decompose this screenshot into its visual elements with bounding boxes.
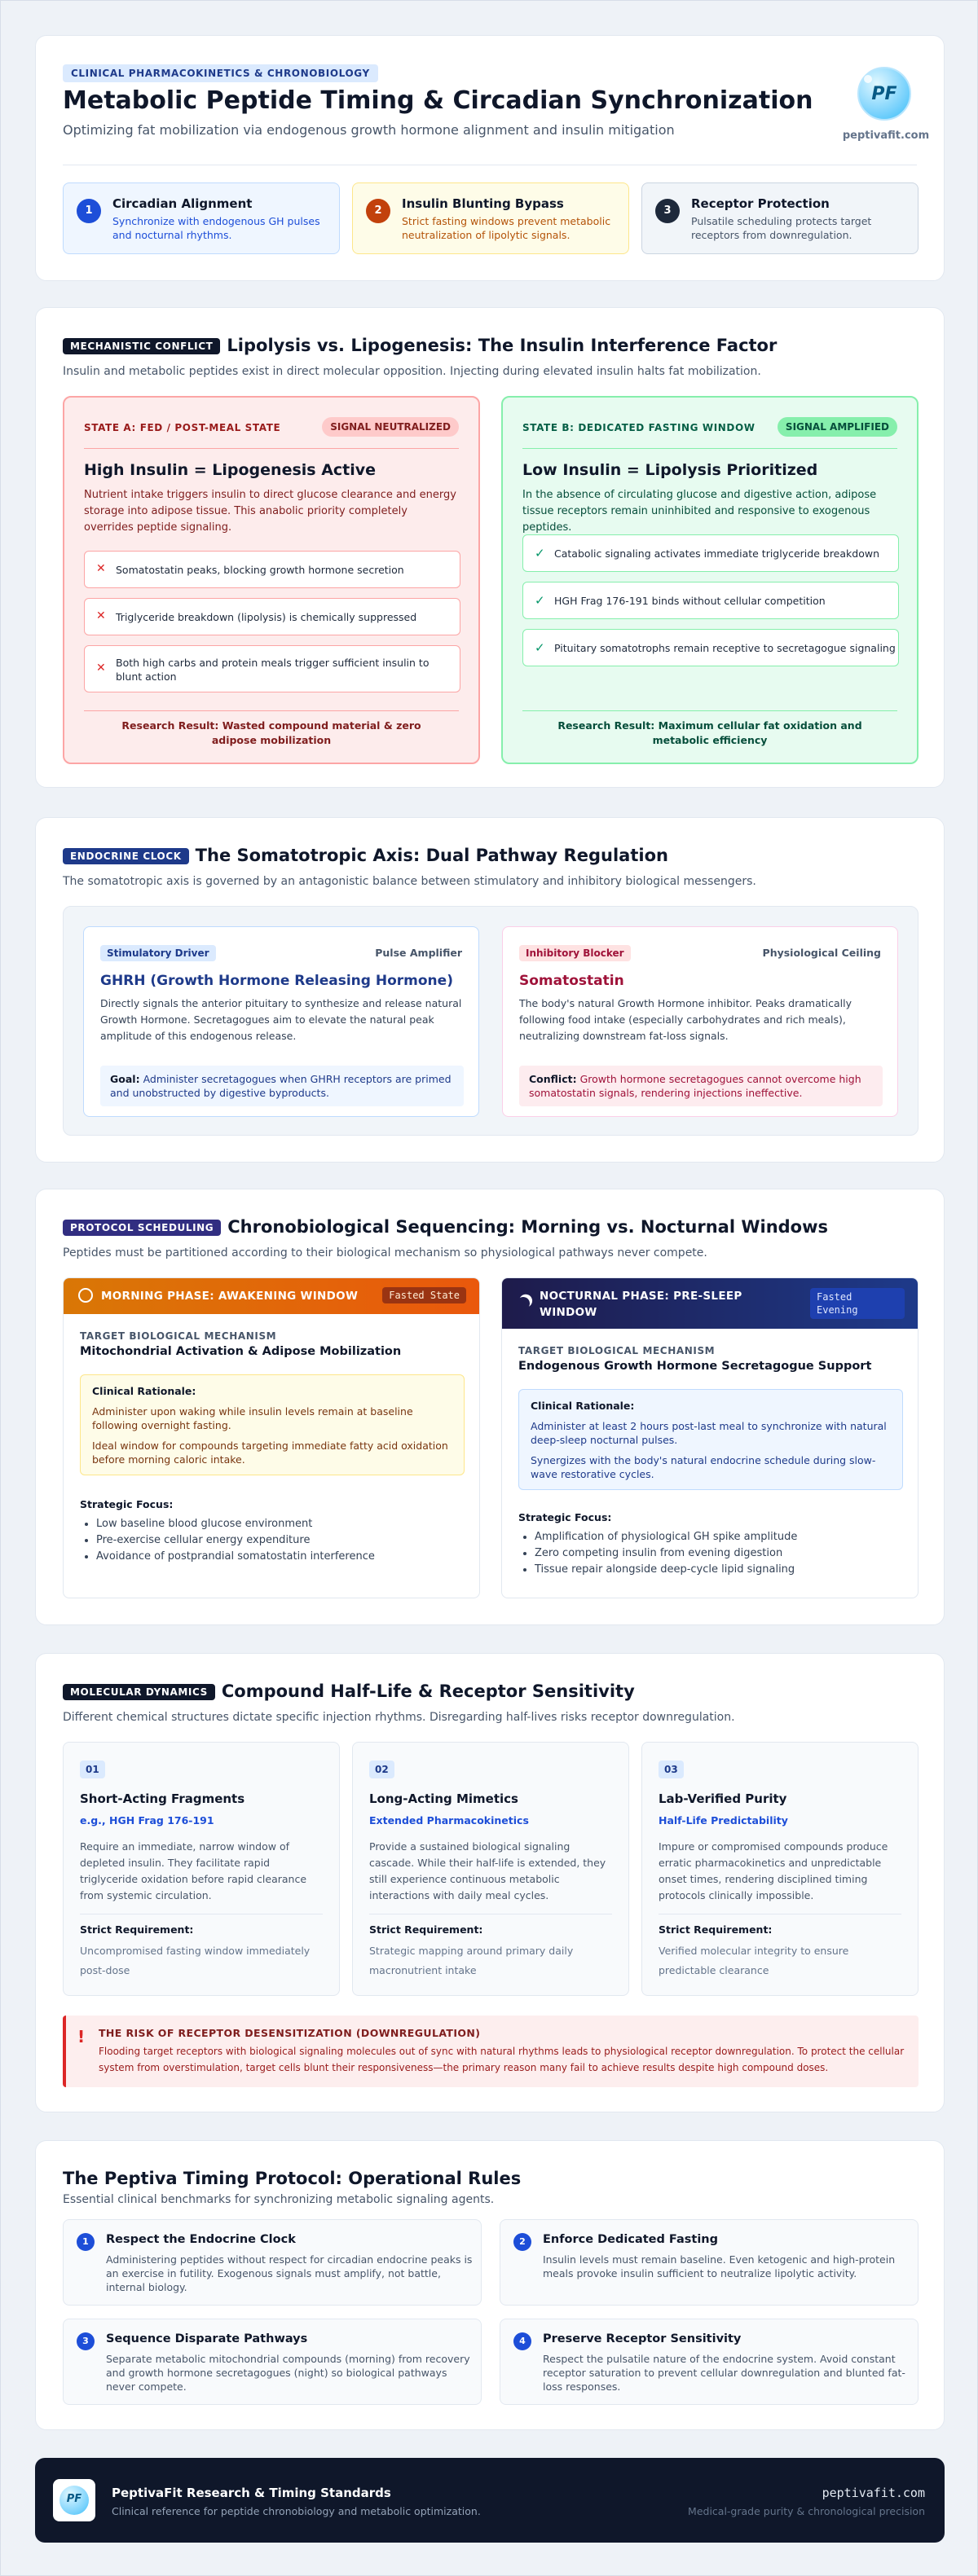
rule-card xyxy=(500,2319,919,2405)
footer-domain[interactable]: peptivafit.com xyxy=(822,2486,925,2500)
conflict-section xyxy=(35,307,945,788)
rationale-box xyxy=(80,1374,465,1475)
state-heading: High Insulin = Lipogenesis Active xyxy=(84,461,377,479)
cross-icon: ✕ xyxy=(96,609,106,622)
rule-title: Sequence Disparate Pathways xyxy=(106,2332,308,2345)
section-badge: MOLECULAR DYNAMICS xyxy=(63,1684,215,1700)
pillar-number: 2 xyxy=(366,199,390,223)
focus-label: Strategic Focus: xyxy=(518,1511,612,1523)
focus-list xyxy=(520,1529,895,1578)
focus-item: • Tissue repair alongside deep-cycle lipid signaling xyxy=(535,1562,895,1578)
rationale-line: Ideal window for compounds targeting immediate fatty acid oxidation before morning caloric intake. xyxy=(92,1440,448,1466)
rule-desc: Administering peptides without respect for circadian endocrine peaks is an exercise in futility. Exogenous signals must amplify, not battle, internal biology. xyxy=(106,2253,473,2293)
list-item xyxy=(522,582,899,619)
pillar-desc: Pulsatile scheduling protects target receptors from downregulation. xyxy=(691,215,872,241)
pathway-note xyxy=(519,1066,883,1106)
mechanism-label: TARGET BIOLOGICAL MECHANISM xyxy=(80,1330,277,1342)
card-number: 03 xyxy=(659,1761,684,1778)
state-desc: In the absence of circulating glucose and digestive action, adipose tissue receptors remain uninhibited and responsive to exogenous peptides. xyxy=(522,489,877,534)
rule-card xyxy=(63,2319,482,2405)
requirement-text: Uncompromised fasting window immediately post-dose xyxy=(80,1945,311,1976)
section-title xyxy=(63,1217,828,1237)
pillar-card xyxy=(352,182,629,254)
card-title: Long-Acting Mimetics xyxy=(369,1791,518,1806)
rule-title: Preserve Receptor Sensitivity xyxy=(543,2332,742,2345)
section-badge: MECHANISTIC CONFLICT xyxy=(63,338,220,354)
list-item-text: Both high carbs and protein meals trigger sufficient insulin to blunt action xyxy=(116,657,430,683)
pathway-tag: Inhibitory Blocker xyxy=(519,945,631,961)
alert-icon: ! xyxy=(77,2027,86,2046)
rationale-line: Synergizes with the body's natural endocrine schedule during slow-wave restorative cycles. xyxy=(531,1454,876,1480)
rationale-line: Administer upon waking while insulin levels remain at baseline following overnight fasting. xyxy=(92,1405,413,1431)
rationale-box xyxy=(518,1389,903,1490)
requirement-label: Strict Requirement: xyxy=(369,1923,483,1936)
state-a-panel xyxy=(63,396,480,764)
pillar-number: 3 xyxy=(655,199,680,223)
list-item-text: HGH Frag 176-191 binds without cellular competition xyxy=(554,595,826,607)
list-item-text: Pituitary somatotrophs remain receptive to secretagogue signaling xyxy=(554,642,896,654)
state-label: STATE A: FED / POST-MEAL STATE xyxy=(84,422,281,433)
pillar-card xyxy=(641,182,919,254)
inhibitory-panel xyxy=(502,926,898,1117)
logo-icon xyxy=(864,75,872,83)
rule-desc: Respect the pulsatile nature of the endocrine system. Avoid constant receptor saturation to prevent cellular downregulation and blunted fat-loss responses. xyxy=(543,2353,905,2393)
pillar-title: Receptor Protection xyxy=(691,196,830,211)
list-item xyxy=(84,598,460,635)
cross-icon: ✕ xyxy=(96,662,106,675)
pillar-number: 1 xyxy=(77,199,101,223)
focus-item: • Avoidance of postprandial somatostatin interference xyxy=(96,1549,456,1565)
warning-banner xyxy=(63,2016,919,2087)
morning-phase-panel xyxy=(63,1277,480,1598)
pathway-meta: Pulse Amplifier xyxy=(375,947,462,959)
rule-card xyxy=(500,2219,919,2306)
compound-card xyxy=(352,1742,629,1996)
protocol-section xyxy=(35,1189,945,1625)
rule-desc: Separate metabolic mitochondrial compounds (morning) from recovery and growth hormone secretagogues (night) so biological pathways never compete. xyxy=(106,2353,470,2393)
list-item xyxy=(84,551,460,588)
warning-text: Flooding target receptors with biological signaling molecules out of sync with natural rhythms leads to physiological receptor downregulation. To protect the cellular system from overstimulation, target cells blunt their responsiveness—the primary reason many fail to achieve results despite high compound doses. xyxy=(99,2046,905,2073)
axis-container xyxy=(63,906,919,1136)
list-item xyxy=(522,629,899,666)
card-tag: e.g., HGH Frag 176-191 xyxy=(80,1814,214,1826)
logo-text: PF xyxy=(871,84,897,104)
section-subtitle: The somatotropic axis is governed by an antagonistic balance between stimulatory and inhibitory biological messengers. xyxy=(63,875,756,888)
stimulatory-panel xyxy=(83,926,479,1117)
rationale-label: Clinical Rationale: xyxy=(531,1400,635,1412)
focus-item: • Zero competing insulin from evening digestion xyxy=(535,1545,895,1562)
phase-state: Fasted Evening xyxy=(810,1288,905,1319)
card-number: 02 xyxy=(369,1761,394,1778)
compound-card xyxy=(63,1742,340,1996)
divider xyxy=(84,710,459,711)
state-b-panel xyxy=(501,396,919,764)
pillar-desc: Synchronize with endogenous GH pulses and nocturnal rhythms. xyxy=(112,215,320,241)
card-tag: Extended Pharmacokinetics xyxy=(369,1814,529,1826)
footer xyxy=(35,2458,945,2543)
brand-domain[interactable]: peptivafit.com xyxy=(842,130,930,142)
logo-text: PF xyxy=(66,2493,82,2505)
state-label: STATE B: DEDICATED FASTING WINDOW xyxy=(522,422,756,433)
pathway-note xyxy=(100,1066,464,1106)
section-heading: Chronobiological Sequencing: Morning vs. Nocturnal Windows xyxy=(227,1217,829,1237)
footer-subtitle: Clinical reference for peptide chronobiology and metabolic optimization. xyxy=(112,2505,481,2517)
divider xyxy=(522,710,897,711)
card-desc: Require an immediate, narrow window of depleted insulin. They facilitate rapid triglyceride oxidation before rapid clearance from systemic circulation. xyxy=(80,1840,307,1901)
card-tag: Half-Life Predictability xyxy=(659,1814,788,1826)
mechanism-title: Mitochondrial Activation & Adipose Mobilization xyxy=(80,1345,402,1358)
sun-icon xyxy=(78,1288,93,1303)
footer-logo[interactable] xyxy=(53,2479,95,2521)
rules-subtitle: Essential clinical benchmarks for synchronizing metabolic signaling agents. xyxy=(63,2193,495,2206)
note-label: Conflict: xyxy=(529,1073,577,1085)
check-icon: ✓ xyxy=(535,546,545,560)
rules-section xyxy=(35,2140,945,2430)
pathway-desc: Directly signals the anterior pituitary to synthesize and release natural Growth Hormone. Secretagogues aim to elevate the natural peak amplitude of this endogenous release. xyxy=(100,997,462,1042)
check-icon: ✓ xyxy=(535,593,545,608)
brand-logo[interactable] xyxy=(857,67,911,121)
pillar-card xyxy=(63,182,340,254)
focus-item: • Low baseline blood glucose environment xyxy=(96,1516,456,1532)
section-title xyxy=(63,336,777,355)
rule-title: Enforce Dedicated Fasting xyxy=(543,2233,718,2246)
rule-number: 1 xyxy=(77,2233,95,2251)
signal-pill: SIGNAL AMPLIFIED xyxy=(778,417,897,437)
divider xyxy=(84,448,459,449)
list-item-text: Triglyceride breakdown (lipolysis) is chemically suppressed xyxy=(116,611,417,623)
pathway-desc: The body's natural Growth Hormone inhibitor. Peaks dramatically following food intake (especially carbohydrates and rich meals), neutralizing downstream fat-loss signals. xyxy=(519,997,852,1042)
pathway-heading: GHRH (Growth Hormone Releasing Hormone) xyxy=(100,973,453,989)
result-text: Research Result: Maximum cellular fat oxidation and metabolic efficiency xyxy=(557,719,862,746)
phase-header xyxy=(502,1278,919,1329)
rule-desc: Insulin levels must remain baseline. Even ketogenic and high-protein meals provoke insulin sufficient to neutralize lipolytic activity. xyxy=(543,2253,896,2279)
rule-number: 4 xyxy=(513,2332,531,2350)
focus-list xyxy=(82,1516,456,1565)
rule-title: Respect the Endocrine Clock xyxy=(106,2233,296,2246)
page-title: Metabolic Peptide Timing & Circadian Synchronization xyxy=(63,86,813,115)
endocrine-section xyxy=(35,817,945,1163)
footer-title: PeptivaFit Research & Timing Standards xyxy=(112,2486,391,2500)
card-desc: Impure or compromised compounds produce erratic pharmacokinetics and unpredictable onset times, rendering disciplined timing protocols clinically impossible. xyxy=(659,1840,888,1901)
pathway-meta: Physiological Ceiling xyxy=(762,947,881,959)
phase-title: MORNING PHASE: AWAKENING WINDOW xyxy=(101,1290,359,1303)
header-card xyxy=(35,35,945,281)
section-badge: PROTOCOL SCHEDULING xyxy=(63,1220,221,1236)
compound-card xyxy=(641,1742,919,1996)
section-subtitle: Insulin and metabolic peptides exist in direct molecular opposition. Injecting during elevated insulin halts fat mobilization. xyxy=(63,365,761,378)
card-number: 01 xyxy=(80,1761,105,1778)
pillar-title: Insulin Blunting Bypass xyxy=(402,196,564,211)
section-heading: Compound Half-Life & Receptor Sensitivity xyxy=(221,1681,635,1701)
list-item xyxy=(84,645,460,692)
rationale-line: Administer at least 2 hours post-last meal to synchronize with natural deep-sleep nocturnal pulses. xyxy=(531,1420,887,1446)
page-subtitle: Optimizing fat mobilization via endogenous growth hormone alignment and insulin mitigation xyxy=(63,122,675,138)
pathway-heading: Somatostatin xyxy=(519,973,624,989)
moon-icon xyxy=(515,1295,532,1312)
card-title: Short-Acting Fragments xyxy=(80,1791,245,1806)
rules-title: The Peptiva Timing Protocol: Operational Rules xyxy=(63,2169,522,2188)
phase-header xyxy=(64,1278,480,1314)
note-text: Growth hormone secretagogues cannot overcome high somatostatin signals, rendering injections ineffective. xyxy=(529,1073,861,1099)
section-subtitle: Peptides must be partitioned according to their biological mechanism so physiological pathways never compete. xyxy=(63,1246,707,1259)
section-badge: ENDOCRINE CLOCK xyxy=(63,848,189,864)
requirement-label: Strict Requirement: xyxy=(659,1923,773,1936)
pillar-desc: Strict fasting windows prevent metabolic neutralization of lipolytic signals. xyxy=(402,215,611,241)
state-heading: Low Insulin = Lipolysis Prioritized xyxy=(522,461,818,479)
section-heading: The Somatotropic Axis: Dual Pathway Regulation xyxy=(195,846,668,865)
list-item-text: Somatostatin peaks, blocking growth hormone secretion xyxy=(116,564,404,576)
mechanism-title: Endogenous Growth Hormone Secretagogue Support xyxy=(518,1360,872,1373)
pillar-title: Circadian Alignment xyxy=(112,196,253,211)
requirement-text: Strategic mapping around primary daily macronutrient intake xyxy=(369,1945,574,1976)
divider xyxy=(522,448,897,449)
note-label: Goal: xyxy=(110,1073,140,1085)
mechanism-label: TARGET BIOLOGICAL MECHANISM xyxy=(518,1345,716,1356)
signal-pill: SIGNAL NEUTRALIZED xyxy=(322,417,459,437)
list-item-text: Catabolic signaling activates immediate triglyceride breakdown xyxy=(554,547,879,560)
check-icon: ✓ xyxy=(535,640,545,655)
eyebrow-badge: CLINICAL PHARMACOKINETICS & CHRONOBIOLOGY xyxy=(63,64,378,82)
phase-state: Fasted State xyxy=(382,1287,466,1303)
card-desc: Provide a sustained biological signaling cascade. While their half-life is extended, they still experience continuous metabolic interactions with daily meal cycles. xyxy=(369,1840,606,1901)
list-item xyxy=(522,534,899,572)
rule-number: 2 xyxy=(513,2233,531,2251)
section-subtitle: Different chemical structures dictate specific injection rhythms. Disregarding half-lives risks receptor downregulation. xyxy=(63,1711,735,1724)
section-heading: Lipolysis vs. Lipogenesis: The Insulin Interference Factor xyxy=(227,336,778,355)
note-text: Administer secretagogues when GHRH receptors are primed and unobstructed by digestive byproducts. xyxy=(110,1073,452,1099)
cross-icon: ✕ xyxy=(96,562,106,575)
requirement-text: Verified molecular integrity to ensure predictable clearance xyxy=(659,1945,849,1976)
state-desc: Nutrient intake triggers insulin to direct glucose clearance and energy storage into adipose tissue. This anabolic priority completely overrides peptide signaling. xyxy=(84,489,456,534)
focus-item: • Amplification of physiological GH spike amplitude xyxy=(535,1529,895,1545)
card-title: Lab-Verified Purity xyxy=(659,1791,787,1806)
focus-label: Strategic Focus: xyxy=(80,1498,174,1510)
requirement-label: Strict Requirement: xyxy=(80,1923,194,1936)
phase-title: NOCTURNAL PHASE: PRE-SLEEP WINDOW xyxy=(540,1290,742,1319)
nocturnal-phase-panel xyxy=(501,1277,919,1598)
result-text: Research Result: Wasted compound material & zero adipose mobilization xyxy=(121,719,421,746)
rule-number: 3 xyxy=(77,2332,95,2350)
rationale-label: Clinical Rationale: xyxy=(92,1385,196,1397)
rule-card xyxy=(63,2219,482,2306)
warning-title: THE RISK OF RECEPTOR DESENSITIZATION (DOWNREGULATION) xyxy=(99,2027,481,2039)
section-title xyxy=(63,846,668,865)
footer-tagline: Medical-grade purity & chronological precision xyxy=(688,2505,925,2517)
section-title xyxy=(63,1681,635,1701)
focus-item: • Pre-exercise cellular energy expenditure xyxy=(96,1532,456,1549)
pathway-tag: Stimulatory Driver xyxy=(100,945,216,961)
molecular-section xyxy=(35,1653,945,2112)
